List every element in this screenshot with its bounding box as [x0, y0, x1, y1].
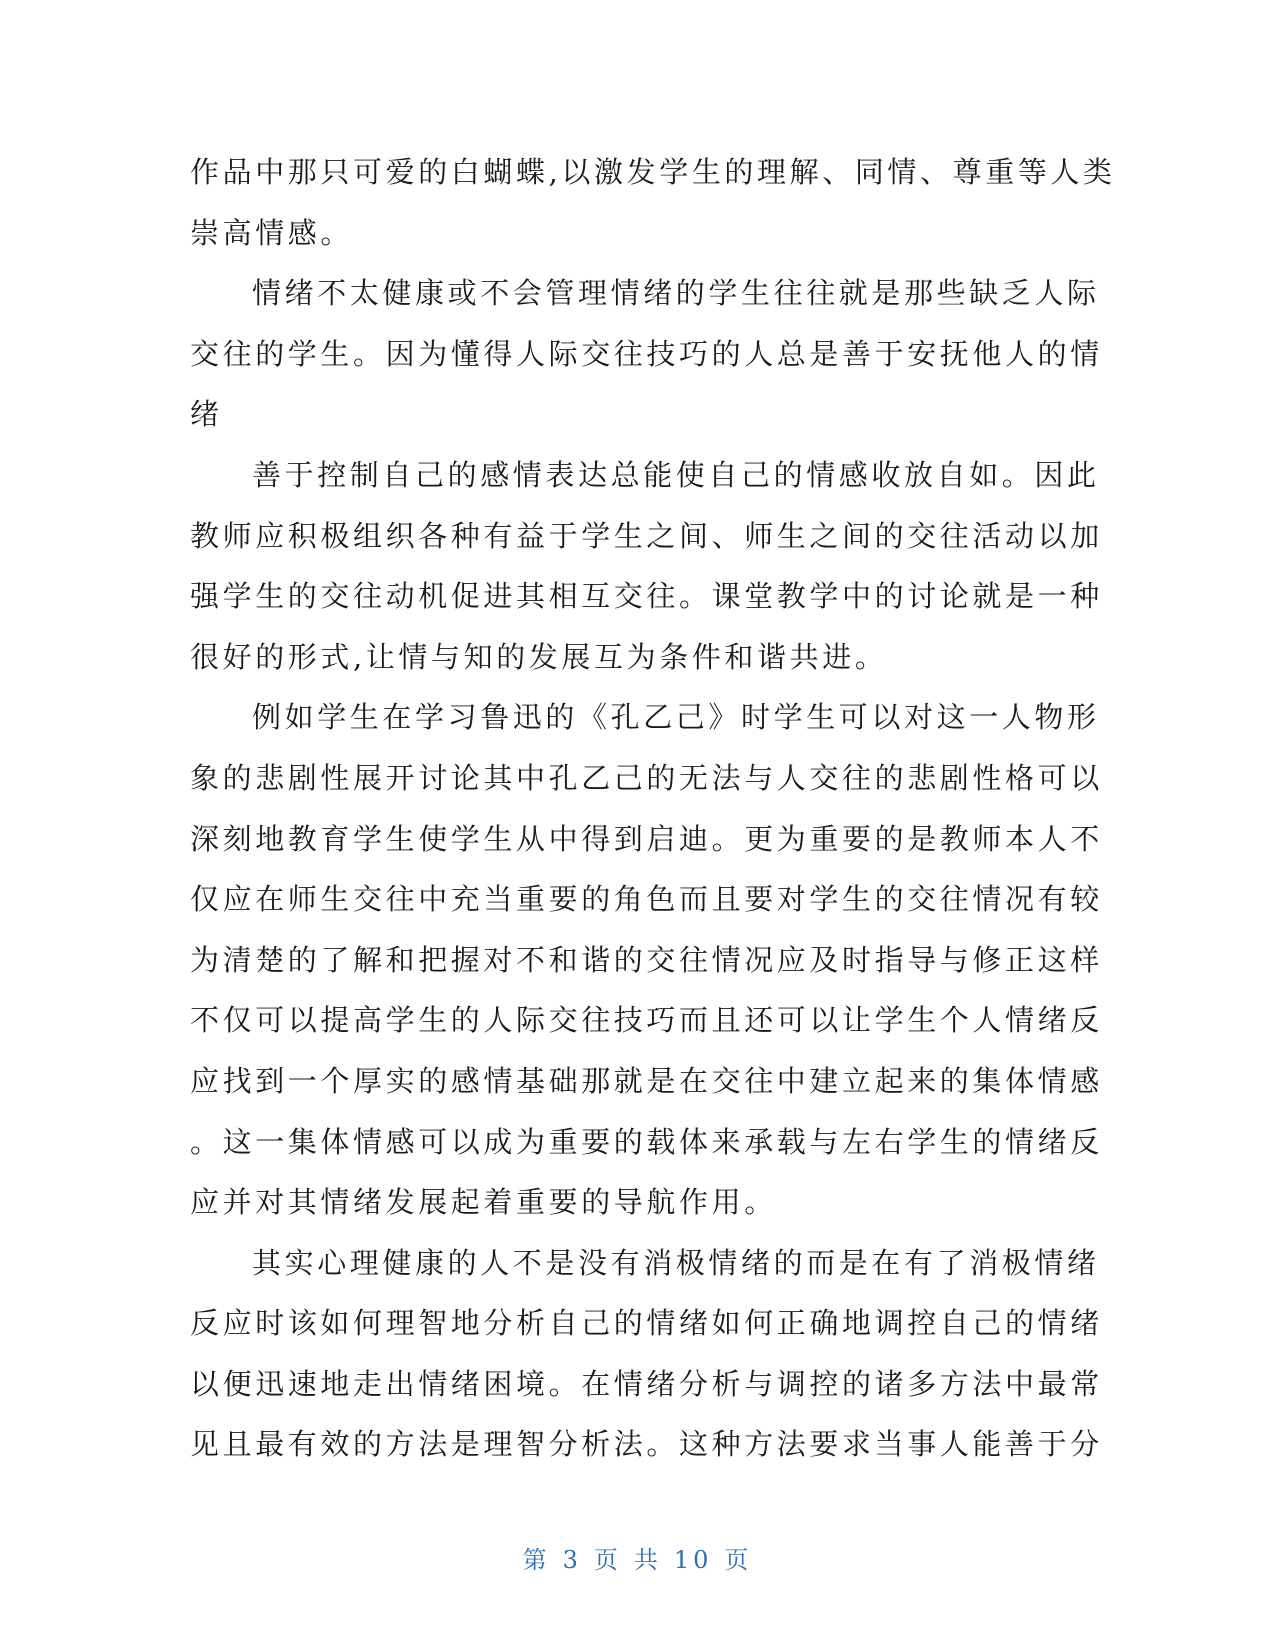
text-line: 绪: [190, 397, 223, 432]
footer-word: 共: [633, 1546, 662, 1574]
text-line: 反应时该如何理智地分析自己的情绪如何正确地调控自己的情绪: [190, 1306, 1103, 1341]
text-line: 善于控制自己的感情表达总能使自己的情感收放自如。因此: [252, 457, 1100, 492]
page-footer: [0, 1540, 1275, 1575]
text-line: 不仅可以提高学生的人际交往技巧而且还可以让学生个人情绪反: [190, 1003, 1103, 1038]
text-line: 深刻地教育学生使学生从中得到启迪。更为重要的是教师本人不: [190, 821, 1103, 856]
footer-word: 页: [593, 1546, 622, 1574]
text-line: 应并对其情绪发展起着重要的导航作用。: [190, 1185, 777, 1220]
footer-word: 页: [724, 1546, 753, 1574]
total-pages-number: 10: [673, 1546, 713, 1574]
text-line: 其实心理健康的人不是没有消极情绪的而是在有了消极情绪: [252, 1245, 1100, 1280]
text-line: 作品中那只可爱的白蝴蝶,以激发学生的理解、同情、尊重等人类: [190, 155, 1116, 189]
text-line: 象的悲剧性展开讨论其中孔乙己的无法与人交往的悲剧性格可以: [190, 760, 1103, 795]
text-line: 仅应在师生交往中充当重要的角色而且要对学生的交往情况有较: [190, 882, 1103, 917]
text-line: 。这一集体情感可以成为重要的载体来承载与左右学生的情绪反: [190, 1124, 1103, 1159]
text-line: 强学生的交往动机促进其相互交往。课堂教学中的讨论就是一种: [190, 579, 1103, 614]
text-line: 应找到一个厚实的感情基础那就是在交往中建立起来的集体情感: [190, 1063, 1103, 1098]
text-line: 以便迅速地走出情绪困境。在情绪分析与调控的诸多方法中最常: [190, 1366, 1103, 1401]
text-line: 教师应积极组织各种有益于学生之间、师生之间的交往活动以加: [190, 518, 1103, 553]
text-line: 情绪不太健康或不会管理情绪的学生往往就是那些缺乏人际: [252, 276, 1100, 311]
text-line: 很好的形式,让情与知的发展互为条件和谐共进。: [190, 639, 888, 674]
current-page-number: 3: [562, 1546, 582, 1574]
footer-word: 第: [522, 1546, 551, 1574]
text-line: 崇高情感。: [190, 215, 354, 250]
text-line: 交往的学生。因为懂得人际交往技巧的人总是善于安抚他人的情: [190, 336, 1103, 371]
body-text: [190, 142, 1116, 1475]
text-line: 例如学生在学习鲁迅的《孔乙己》时学生可以对这一人物形: [252, 700, 1100, 735]
text-line: 为清楚的了解和把握对不和谐的交往情况应及时指导与修正这样: [190, 942, 1103, 977]
text-line: 见且最有效的方法是理智分析法。这种方法要求当事人能善于分: [190, 1427, 1103, 1462]
